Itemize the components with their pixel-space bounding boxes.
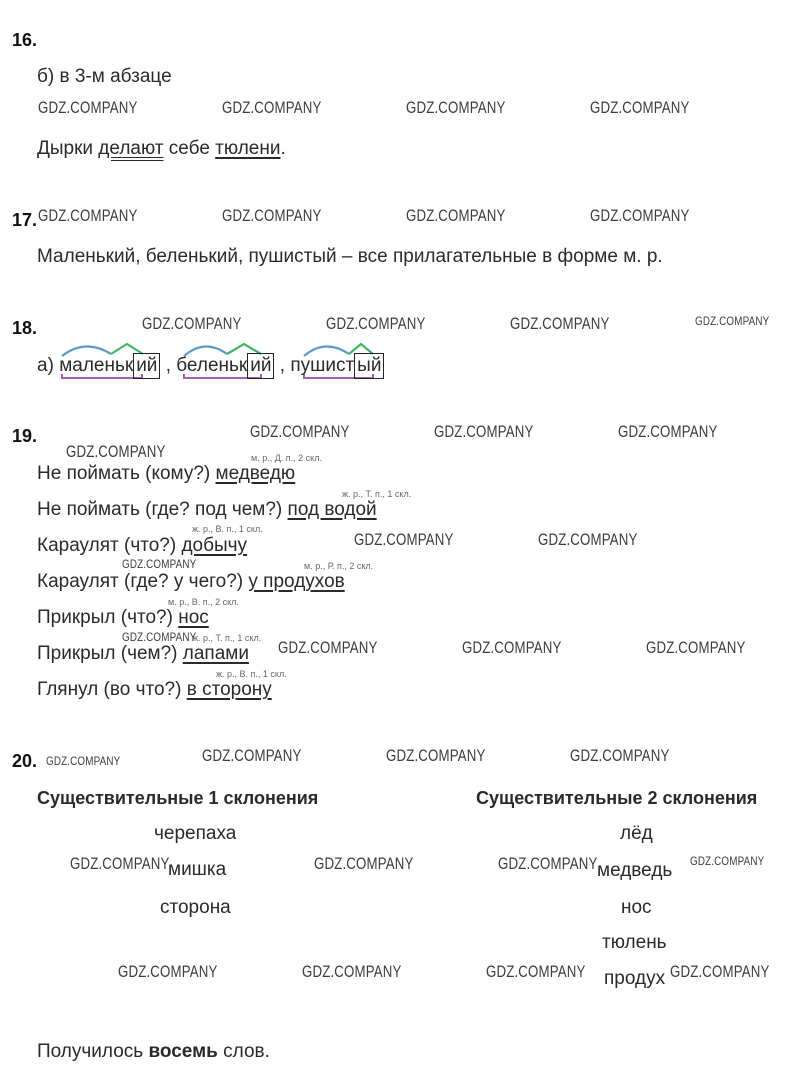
- word-stem: беленьк: [176, 355, 248, 376]
- question-text: Прикрыл (что?): [37, 607, 179, 628]
- watermark: GDZ.COMPANY: [46, 754, 121, 768]
- watermark: GDZ.COMPANY: [590, 206, 690, 225]
- noun-2-decl: тюлень: [602, 932, 667, 953]
- question-row: [37, 571, 345, 593]
- watermark: GDZ.COMPANY: [462, 638, 562, 657]
- watermark: GDZ.COMPANY: [314, 854, 414, 873]
- watermark: GDZ.COMPANY: [570, 746, 670, 765]
- answer-word: под водой: [287, 499, 377, 520]
- question-text: Прикрыл (чем?): [37, 643, 183, 664]
- watermark: GDZ.COMPANY: [406, 206, 506, 225]
- watermark: GDZ.COMPANY: [690, 854, 765, 868]
- question-text: Караулят (что?): [37, 535, 182, 556]
- question-text: Караулят (где? у чего?): [37, 571, 249, 592]
- watermark: GDZ.COMPANY: [122, 557, 197, 571]
- grammar-note: ж. р., В. п., 1 скл.: [216, 669, 287, 679]
- subject-word: тюлени: [215, 138, 281, 159]
- watermark: GDZ.COMPANY: [326, 314, 426, 333]
- noun-2-decl: нос: [621, 897, 652, 918]
- watermark: GDZ.COMPANY: [618, 422, 718, 441]
- noun-1-decl: черепаха: [154, 823, 237, 844]
- watermark: GDZ.COMPANY: [70, 854, 170, 873]
- answer-word: медведю: [215, 463, 296, 484]
- grammar-note: ж. р., Т. п., 1 скл.: [192, 633, 262, 643]
- watermark: GDZ.COMPANY: [38, 206, 138, 225]
- result-text: слов.: [217, 1041, 270, 1062]
- watermark: GDZ.COMPANY: [222, 98, 322, 117]
- task-20-result: [37, 1041, 270, 1063]
- column-2-title: Существительные 2 склонения: [476, 788, 758, 808]
- task-16-line1: б) в 3-м абзаце: [37, 66, 172, 87]
- question-text: Не поймать (где? под чем?): [37, 499, 288, 520]
- task-18-words: [37, 353, 384, 379]
- watermark: GDZ.COMPANY: [142, 314, 242, 333]
- noun-2-decl: лёд: [620, 823, 653, 844]
- watermark: GDZ.COMPANY: [538, 530, 638, 549]
- answer-word: у продухов: [248, 571, 345, 592]
- watermark: GDZ.COMPANY: [202, 746, 302, 765]
- separator: ,: [160, 355, 177, 376]
- grammar-note: м. р., Д. п., 2 скл.: [251, 453, 322, 463]
- separator: ,: [274, 355, 291, 376]
- watermark: GDZ.COMPANY: [250, 422, 350, 441]
- watermark: GDZ.COMPANY: [486, 962, 586, 981]
- watermark: GDZ.COMPANY: [66, 442, 166, 461]
- grammar-note: ж. р., В. п., 1 скл.: [192, 524, 263, 534]
- noun-1-decl: сторона: [160, 897, 231, 918]
- watermark: GDZ.COMPANY: [434, 422, 534, 441]
- answer-word: лапами: [182, 643, 249, 664]
- task-20-number: 20.: [12, 751, 38, 771]
- watermark: GDZ.COMPANY: [38, 98, 138, 117]
- question-row: [37, 679, 272, 701]
- task-16-sentence: [37, 138, 286, 160]
- question-row: [37, 607, 209, 629]
- predicate-word: делают: [98, 138, 164, 159]
- watermark: GDZ.COMPANY: [406, 98, 506, 117]
- watermark: GDZ.COMPANY: [122, 630, 197, 644]
- word-ending: ий: [247, 353, 274, 379]
- sentence-part: себе: [163, 138, 216, 159]
- task-18-prefix: а): [37, 355, 60, 376]
- sentence-part: Дырки: [37, 138, 99, 159]
- grammar-note: ж. р., Т. п., 1 скл.: [342, 489, 412, 499]
- word-stem: пушист: [290, 355, 355, 376]
- sentence-part: .: [280, 138, 286, 159]
- result-text: Получилось: [37, 1041, 149, 1062]
- watermark: GDZ.COMPANY: [354, 530, 454, 549]
- question-text: Не поймать (кому?): [37, 463, 216, 484]
- watermark: GDZ.COMPANY: [670, 962, 770, 981]
- watermark: GDZ.COMPANY: [510, 314, 610, 333]
- noun-1-decl: мишка: [168, 859, 227, 880]
- watermark: GDZ.COMPANY: [646, 638, 746, 657]
- noun-2-decl: медведь: [597, 860, 673, 881]
- task-19-number: 19.: [12, 426, 38, 446]
- answer-word: нос: [178, 607, 209, 628]
- column-1-title: Существительные 1 склонения: [37, 788, 319, 808]
- answer-word: в сторону: [186, 679, 272, 700]
- watermark: GDZ.COMPANY: [278, 638, 378, 657]
- watermark: GDZ.COMPANY: [498, 854, 598, 873]
- grammar-note: м. р., В. п., 2 скл.: [168, 597, 239, 607]
- answer-word: добычу: [181, 535, 248, 556]
- question-row: [37, 643, 249, 665]
- question-row: [37, 535, 247, 557]
- question-text: Глянул (во что?): [37, 679, 187, 700]
- question-row: [37, 463, 295, 485]
- task-18-number: 18.: [12, 318, 38, 338]
- task-16-number: 16.: [12, 30, 38, 50]
- grammar-note: м. р., Р. п., 2 скл.: [304, 561, 374, 571]
- question-row: [37, 499, 377, 521]
- watermark: GDZ.COMPANY: [695, 314, 770, 328]
- watermark: GDZ.COMPANY: [302, 962, 402, 981]
- watermark: GDZ.COMPANY: [590, 98, 690, 117]
- result-count: восемь: [148, 1041, 218, 1062]
- watermark: GDZ.COMPANY: [386, 746, 486, 765]
- watermark: GDZ.COMPANY: [222, 206, 322, 225]
- task-17-text: Маленький, беленький, пушистый – все прилагательные в форме м. р.: [37, 246, 663, 267]
- noun-2-decl: продух: [604, 968, 666, 989]
- word-stem: маленьк: [59, 355, 134, 376]
- word-ending: ий: [133, 353, 160, 379]
- word-ending: ый: [354, 353, 384, 379]
- watermark: GDZ.COMPANY: [118, 962, 218, 981]
- task-17-number: 17.: [12, 210, 38, 230]
